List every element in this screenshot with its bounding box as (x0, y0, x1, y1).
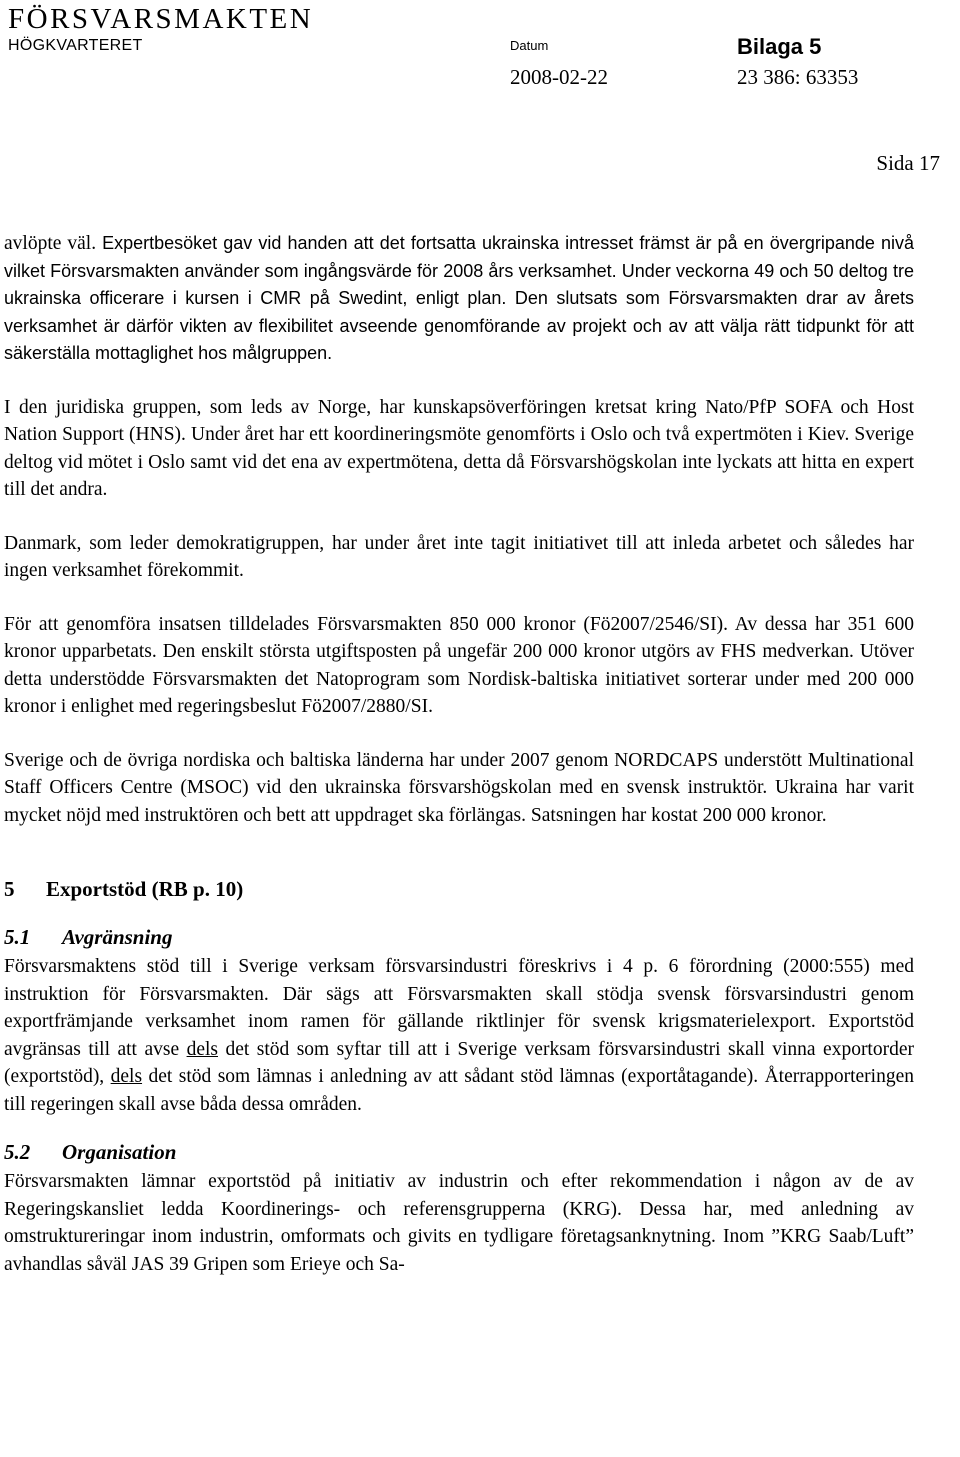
section-heading-5 (4, 875, 914, 903)
paragraph-3: Danmark, som leder demokratigruppen, har under året inte tagit initiativet till att inleda arbetet och således har ingen verksamhet förekommit. (4, 532, 914, 581)
underlined-dels-2: dels (110, 1066, 143, 1087)
document-body (4, 230, 914, 1304)
paragraph-2: I den juridiska gruppen, som leds av Norge, har kunskapsöverföringen kretsat kring Nato/PfP SOFA och Host Nation Support (HNS). Under året har ett koordineringsmöte genomförts i Oslo och två expertmöten i Kiev. Sverige deltog vid mötet i Oslo samt vid det ena av expertmötena, detta då Försvarshögskolan inte lyckats att hitta en expert till det andra. (4, 396, 914, 500)
paragraph-6-part-b: det stöd som syftar till att i Sverige verksam försvarsindustri skall vinna exportorder (exportstöd), (4, 1038, 914, 1087)
paragraph-6 (4, 953, 914, 1118)
section-number: 5 (4, 877, 15, 901)
section-number: 5.2 (4, 1140, 31, 1164)
paragraph-5: Sverige och de övriga nordiska och baltiska länderna har under 2007 genom NORDCAPS understött Multinational Staff Officers Centre (MSOC) vid den ukrainska försvarshögskolan med en svensk instruktör. Ukraina har varit mycket nöjd med instruktören och bett att uppdraget ska förlängas. Satsningen har kostat 200 000 kronor. (4, 749, 914, 826)
paragraph-1-start: avlöpte väl. (4, 233, 103, 254)
paragraph-1 (4, 230, 914, 368)
section-title: Avgränsning (62, 925, 173, 949)
letterhead (0, 0, 960, 110)
date-label: Datum (510, 38, 549, 53)
page-number: Sida 17 (876, 151, 940, 175)
underlined-dels-1: dels (186, 1038, 218, 1060)
reference-number: 23 386: 63353 (737, 65, 859, 89)
appendix-label: Bilaga 5 (737, 34, 822, 59)
paragraph-6-part-c: det stöd som lämnas i anledning av att sådant stöd lämnas (exportåtagande). Återrapporteringen till regeringen skall avse båda dessa områden. (4, 1066, 914, 1115)
section-title: Exportstöd (RB p. 10) (46, 877, 244, 901)
section-title: Organisation (62, 1140, 177, 1164)
paragraph-7: Försvarsmakten lämnar exportstöd på initiativ av industrin och efter rekommendation i någon av de av Regeringskansliet ledda Koordinerings- och referensgrupperna (KRG). Dessa har, med anledning av omstruktureringar inom industrin, omformats och givits en tydligare företagsanknytning. Inom ”KRG Saab/Luft” avhandlas såväl JAS 39 Gripen som Erieye och Sa- (4, 1171, 914, 1275)
organization-name: FÖRSVARSMAKTEN (8, 3, 314, 35)
unit-name: HÖGKVARTERET (8, 37, 143, 54)
section-heading-5-1 (4, 923, 914, 951)
document-date: 2008-02-22 (510, 65, 608, 89)
paragraph-6-part-a: Försvarsmaktens stöd till i Sverige verksam försvarsindustri föreskrivs i 4 p. 6 förordning (2000:555) med instruktion för Försvarsmakten. Där sägs att Försvarsmakten skall stödja svensk försvarsindustri genom exportfrämjande verksamhet inom ramen för gällande riktlinjer för svensk krigsmaterielexport. Exportstöd avgränsas till att avse (4, 956, 914, 1060)
paragraph-4: För att genomföra insatsen tilldelades Försvarsmakten 850 000 kronor (Fö2007/2546/SI). Av dessa har 351 600 kronor upparbetats. Den enskilt största utgiftsposten på ungefär 200 000 kronor utgörs av FHS medverkan. Utöver detta understödde Försvarsmakten det Natoprogram som Nordisk-baltiska initiativet sorterar under med 200 000 kronor i enlighet med regeringsbeslut Fö2007/2880/SI. (4, 613, 914, 717)
section-number: 5.1 (4, 925, 31, 949)
section-heading-5-2 (4, 1138, 914, 1166)
paragraph-1-rest: Expertbesöket gav vid handen att det fortsatta ukrainska intresset främst är på en övergripande nivå vilket Försvarsmakten använder som ingångsvärde för 2008 års verksamhet. Under veckorna 49 och 50 deltog tre ukrainska officerare i kursen i CMR på Swedint, enligt plan. Den slutsats som Försvarsmakten drar av årets verksamhet är därför vikten av flexibilitet avseende genomförande av projekt och av att välja rätt tidpunkt för att säkerställa mottaglighet hos målgruppen. (4, 233, 914, 363)
